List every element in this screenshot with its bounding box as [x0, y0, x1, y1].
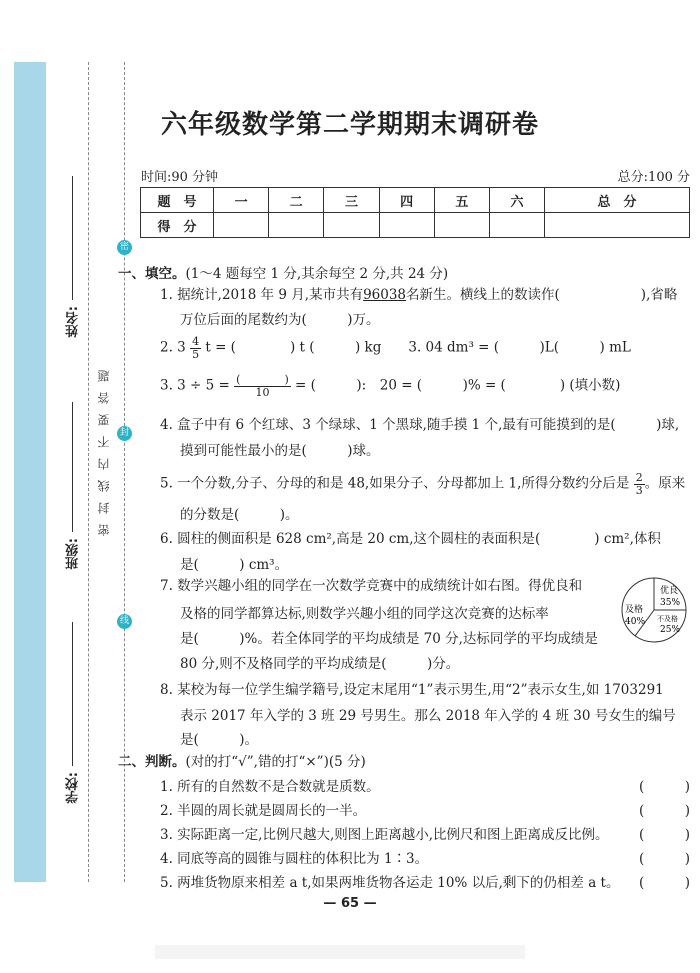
page-number: — 65 —	[323, 896, 377, 911]
answer-paren[interactable]: ( )	[638, 875, 690, 891]
score-input-cell[interactable]	[214, 213, 269, 238]
q5-text-b: 。原来	[644, 475, 686, 492]
q3-text-a: 3. 3 ÷ 5 =	[160, 377, 230, 394]
score-input-cell[interactable]	[434, 213, 489, 238]
fraction-denominator: 3	[635, 483, 643, 497]
score-input-cell[interactable]	[324, 213, 379, 238]
score-input-cell[interactable]	[269, 213, 324, 238]
pie-value-fail: 25%	[660, 625, 681, 635]
grade-pie-chart	[620, 576, 688, 644]
section2-title: 二、判断。	[118, 754, 186, 770]
dashed-line-outer	[88, 62, 89, 882]
pie-value-excellent: 35%	[660, 598, 681, 608]
q1-line2: 万位后面的尾数约为( )万。	[180, 312, 380, 328]
judge-item-5: 5. 两堆货物原来相差 a t,如果两堆货物各运走 10% 以后,剩下的仍相差 a t。	[160, 875, 620, 891]
table-cell: 得 分	[141, 213, 214, 238]
binding-strip	[14, 62, 46, 882]
pie-label-excellent: 优良	[660, 586, 679, 596]
answer-paren[interactable]: ( )	[638, 827, 690, 843]
total-score-label: 总分:100 分	[617, 170, 690, 185]
fraction-denominator: 5	[192, 347, 200, 361]
question-6: 6. 圆柱的侧面积是 628 cm²,高是 20 cm,这个圆柱的表面积是( ) cm²,体积	[160, 531, 661, 547]
q8-line2: 表示 2017 年入学的 3 班 29 号男生。那么 2018 年入学的 4 班 30 号女生的编号	[180, 708, 676, 724]
name-label: 姓名:	[66, 306, 81, 338]
answer-paren[interactable]: ( )	[638, 803, 690, 819]
q5-text-a: 5. 一个分数,分子、分母的和是 48,如果分子、分母都加上 1,所得分数约分后是	[160, 475, 630, 492]
table-cell: 一	[214, 188, 269, 213]
table-cell: 三	[324, 188, 379, 213]
fraction-numerator[interactable]: ( )	[236, 373, 289, 386]
q4-line2: 摸到可能性最小的是( )球。	[180, 443, 380, 459]
q1-underlined-number: 96038	[363, 287, 407, 303]
score-table	[140, 187, 690, 238]
table-cell: 四	[379, 188, 434, 213]
q7-line2: 及格的同学都算达标,则数学兴趣小组的同学这次竞赛的达标率	[180, 606, 549, 622]
table-cell: 五	[434, 188, 489, 213]
pie-value-pass: 40%	[625, 617, 646, 627]
fraction-denominator: 10	[255, 385, 270, 399]
fraction-numerator: 2	[635, 471, 643, 484]
q1-text-a: 1. 据统计,2018 年 9 月,某市共有	[160, 287, 364, 303]
q2-fraction	[190, 336, 201, 360]
q2-text-b: t = ( ) t ( ) kg 3. 04 dm³ = ( )L( ) mL	[205, 339, 631, 356]
page-title: 六年级数学第二学期期末调研卷	[160, 110, 539, 140]
q2-text-a: 2. 3	[160, 339, 186, 356]
pie-label-fail: 不及格	[657, 615, 678, 623]
judge-item-3: 3. 实际距离一定,比例尺越大,则图上距离越小,比例尺和图上距离成反比例。	[160, 827, 609, 843]
section1-heading	[118, 262, 448, 282]
score-table-score-row	[141, 213, 690, 238]
seal-mi-icon: 密	[117, 240, 132, 255]
score-input-cell[interactable]	[489, 213, 544, 238]
section2-heading	[118, 750, 366, 770]
q5-line2: 的分数是( )。	[180, 507, 299, 523]
judge-item-2: 2. 半圆的周长就是圆周长的一半。	[160, 803, 367, 819]
judge-item-1: 1. 所有的自然数不是合数就是质数。	[160, 779, 380, 795]
question-2	[160, 336, 692, 360]
answer-paren[interactable]: ( )	[638, 779, 690, 795]
question-8: 8. 某校为每一位学生编学籍号,设定末尾用“1”表示男生,用“2”表示女生,如 1703291	[160, 682, 664, 698]
pie-label-pass: 及格	[625, 605, 644, 615]
section1-note: (1～4 题每空 1 分,其余每空 2 分,共 24 分)	[185, 266, 449, 282]
school-label: 学校:	[66, 772, 81, 804]
school-field[interactable]	[72, 622, 73, 766]
time-label: 时间:90 分钟	[141, 170, 219, 185]
class-field[interactable]	[72, 402, 73, 532]
judge-item-4: 4. 同底等高的圆锥与圆柱的体积比为 1∶3。	[160, 851, 429, 867]
score-input-cell[interactable]	[545, 213, 690, 238]
table-cell: 六	[489, 188, 544, 213]
question-7: 7. 数学兴趣小组的同学在一次数学竞赛中的成绩统计如右图。得优良和	[160, 578, 583, 594]
table-cell: 总 分	[545, 188, 690, 213]
question-4: 4. 盒子中有 6 个红球、3 个绿球、1 个黑球,随手摸 1 个,最有可能摸到的是( )球,	[160, 417, 680, 433]
section2-note: (对的打“√”,错的打“×”)(5 分)	[185, 754, 366, 770]
question-5	[160, 472, 692, 496]
table-cell: 题 号	[141, 188, 214, 213]
q8-line3: 是( )。	[180, 732, 259, 748]
class-label: 班级:	[66, 538, 81, 570]
answer-paren[interactable]: ( )	[638, 851, 690, 867]
footer-bar	[155, 945, 525, 959]
fraction-numerator: 4	[192, 335, 200, 348]
table-cell: 二	[269, 188, 324, 213]
score-input-cell[interactable]	[379, 213, 434, 238]
q5-fraction	[634, 472, 645, 496]
seal-warning-text: 密封线内不要答题	[97, 360, 111, 536]
q6-line2: 是( ) cm³。	[180, 557, 289, 573]
q1-text-b: 名新生。横线上的数读作( ),省略	[406, 287, 678, 303]
name-field[interactable]	[72, 176, 73, 300]
seal-xian-icon: 线	[117, 614, 132, 629]
q3-fraction	[234, 374, 291, 398]
q7-line3: 是( )%。若全体同学的平均成绩是 70 分,达标同学的平均成绩是	[180, 631, 598, 647]
q7-line4: 80 分,则不及格同学的平均成绩是( )分。	[180, 656, 460, 672]
section1-title: 一、填空。	[118, 266, 186, 282]
seal-feng-icon: 封	[117, 426, 132, 441]
q3-text-b: = ( ): 20 = ( )% = ( ) (填小数)	[295, 377, 621, 394]
score-table-header-row	[141, 188, 690, 213]
question-1	[160, 286, 692, 304]
question-3	[160, 374, 692, 398]
